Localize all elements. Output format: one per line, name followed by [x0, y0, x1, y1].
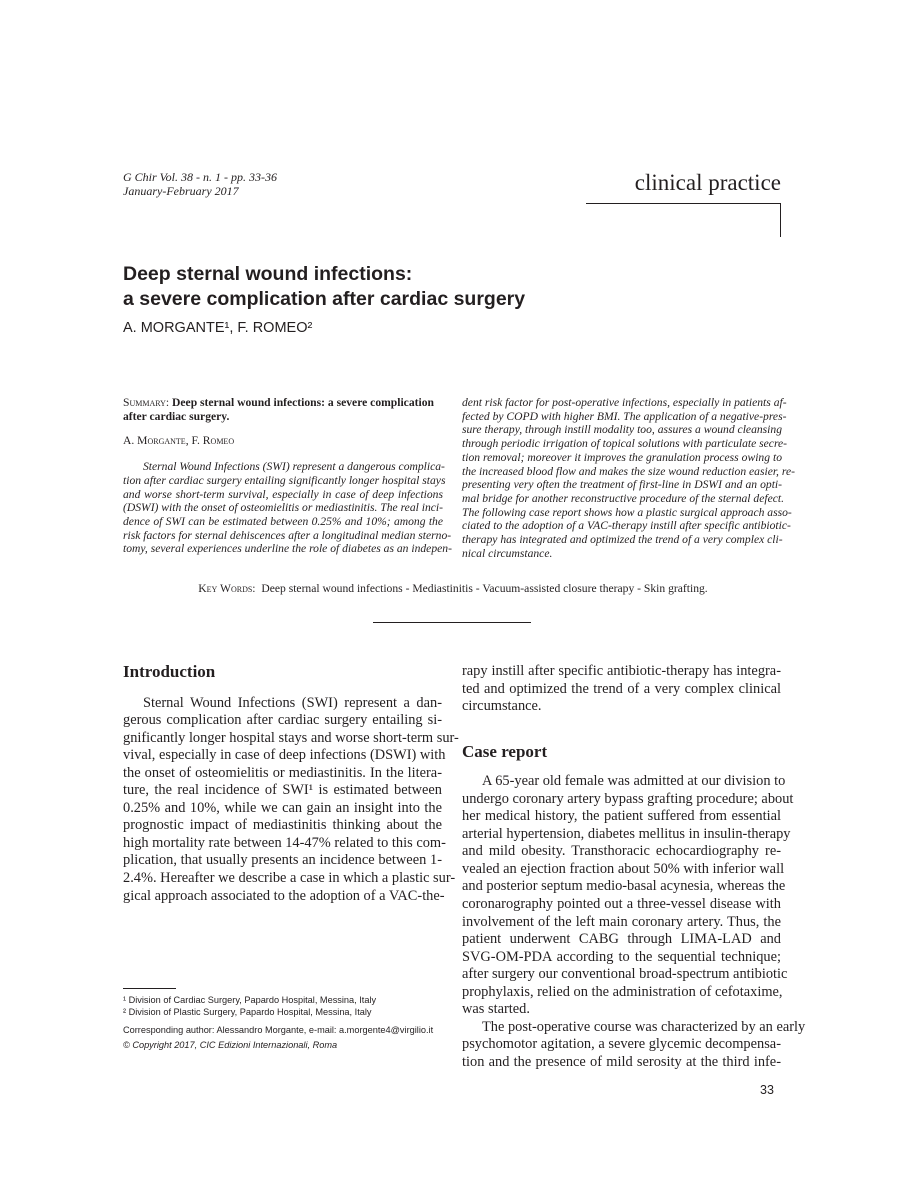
text-line: The post-operative course was characterized by an early — [482, 1018, 806, 1035]
text-line: risk factors for sternal dehiscences after a longitudinal median sterno- — [123, 528, 452, 542]
introduction-paragraph-continued — [462, 663, 781, 716]
text-line: psychomotor agitation, a severe glycemic decompensa- — [462, 1036, 781, 1053]
text-line: nical circumstance. — [462, 546, 553, 560]
text-line: The following case report shows how a plastic surgical approach asso- — [462, 505, 792, 519]
text-line: therapy has integrated and optimized the trend of a very complex cli- — [462, 533, 783, 547]
case-report-paragraph — [462, 1018, 806, 1072]
summary-abstract-left — [123, 460, 452, 556]
text-line: arterial hypertension, diabetes mellitus in insulin-therapy — [462, 825, 791, 842]
case-report-heading: Case report — [462, 741, 548, 761]
text-line: tion and the presence of mild serosity at the third infe- — [462, 1053, 781, 1070]
keywords — [0, 582, 906, 595]
text-line: the increased blood flow and makes the size wound reduction easier, re- — [462, 464, 795, 478]
text-line: high mortality rate between 14-47% related to this com- — [123, 834, 446, 851]
text-line: her medical history, the patient suffered from essential — [462, 808, 781, 825]
separator-rule — [373, 622, 531, 623]
footnote-rule — [123, 988, 176, 989]
text-line: through periodic irrigation of topical solutions with particulate secre- — [462, 437, 788, 451]
text-line: patient underwent CABG through LIMA-LAD and — [462, 931, 781, 948]
article-authors: A. MORGANTE¹, F. ROMEO² — [123, 320, 313, 336]
text-line: Sternal Wound Infections (SWI) represent a dan- — [143, 694, 442, 711]
text-line: fected by COPD with higher BMI. The application of a negative-pres- — [462, 409, 787, 423]
text-line: gnificantly longer hospital stays and worse short-term sur- — [123, 729, 459, 746]
right-body-column — [462, 663, 806, 1071]
article-title — [123, 262, 525, 312]
keywords-text: Deep sternal wound infections - Mediastinitis - Vacuum-assisted closure therapy - Skin grafting. — [261, 582, 708, 595]
text-line: after surgery our conventional broad-spectrum antibiotic — [462, 966, 788, 983]
text-line: (DSWI) with the onset of osteomielitis or mediastinitis. The real inci- — [123, 501, 443, 515]
summary-authors: A. Morgante, F. Romeo — [123, 434, 235, 448]
summary-title-text: Deep sternal wound infections: a severe complication — [172, 396, 434, 409]
copyright: © Copyright 2017, CIC Edizioni Internazionali, Roma — [123, 1040, 338, 1051]
text-line: prognostic impact of mediastinitis thinking about the — [123, 817, 442, 834]
text-line: Sternal Wound Infections (SWI) represent a dangerous complica- — [143, 460, 445, 474]
text-line: and posterior septum medio-basal acynesia, whereas the — [462, 878, 786, 895]
text-line: gerous complication after cardiac surgery entailing si- — [123, 712, 442, 729]
summary-label: Summary: — [123, 396, 170, 409]
section-label: clinical practice — [634, 170, 781, 195]
text-line: the onset of osteomielitis or mediastinitis. In the litera- — [123, 764, 442, 781]
text-line: dent risk factor for post-operative infections, especially in patients af- — [462, 396, 787, 409]
text-line: presenting very often the treatment of first-line in DSWI and an opti- — [462, 478, 782, 492]
footnote-affiliation-2: ² Division of Plastic Surgery, Papardo Hospital, Messina, Italy — [123, 1006, 372, 1017]
text-line: ture, the real incidence of SWI¹ is estimated between — [123, 782, 442, 799]
journal-date: January-February 2017 — [123, 183, 239, 198]
text-line: prophylaxis, relied on the administration of cefotaxime, — [462, 983, 783, 1000]
title-line: Deep sternal wound infections: — [123, 263, 413, 285]
text-line: and mild obesity. Transthoracic echocardiography re- — [462, 843, 781, 860]
text-line: tion after cardiac surgery entailing significantly longer hospital stays — [123, 473, 446, 487]
text-line: dence of SWI can be estimated between 0.25% and 10%; among the — [123, 514, 443, 528]
page-number: 33 — [760, 1083, 774, 1097]
introduction-section — [123, 662, 459, 905]
keywords-label: Key Words: — [198, 582, 256, 595]
footnotes — [123, 995, 433, 1052]
text-line: SVG-OM-PDA according to the sequential technique; — [462, 948, 781, 965]
corresponding-author: Corresponding author: Alessandro Morgante, e-mail: a.morgente4@virgilio.it — [123, 1024, 434, 1035]
text-line: tomy, several experiences underline the role of diabetes as an indepen- — [123, 542, 452, 556]
text-line: gical approach associated to the adoption of a VAC-the- — [123, 887, 445, 904]
introduction-paragraph — [123, 694, 459, 906]
summary-title — [123, 396, 443, 410]
summary-left-column — [123, 396, 452, 556]
section-rule-vertical — [780, 203, 781, 237]
summary-title-text: after cardiac surgery. — [123, 409, 230, 423]
text-line: plication, that usually presents an incidence between 1- — [123, 852, 442, 869]
introduction-heading: Introduction — [123, 662, 216, 681]
title-line: a severe complication after cardiac surgery — [123, 288, 526, 310]
summary-abstract-right — [462, 396, 795, 560]
text-line: rapy instill after specific antibiotic-therapy has integra- — [462, 663, 781, 679]
journal-volume: G Chir Vol. 38 - n. 1 - pp. 33-36 — [123, 170, 277, 184]
case-report-paragraph — [462, 773, 794, 1019]
text-line: coronarography pointed out a three-vessel disease with — [462, 896, 781, 913]
text-line: vival, especially in case of deep infections (DSWI) with — [123, 747, 446, 764]
text-line: ciated to the adoption of a VAC-therapy instill after specific antibiotic- — [462, 519, 791, 533]
text-line: 0.25% and 10%, while we can gain an insight into the — [123, 799, 442, 816]
text-line: ted and optimized the trend of a very complex clinical — [462, 680, 781, 697]
text-line: mal bridge for another reconstructive procedure of the sternal defect. — [462, 491, 784, 505]
section-rule-horizontal — [586, 203, 781, 204]
text-line: A 65-year old female was admitted at our division to — [482, 773, 786, 790]
text-line: was started. — [462, 1001, 530, 1018]
text-line: and worse short-term survival, especially in case of deep infections — [123, 487, 443, 501]
text-line: tion removal; moreover it improves the granulation process owing to — [462, 450, 782, 464]
text-line: circumstance. — [462, 698, 542, 715]
journal-citation — [123, 171, 277, 198]
text-line: 2.4%. Hereafter we describe a case in which a plastic sur- — [123, 870, 456, 887]
footnote-affiliation-1: ¹ Division of Cardiac Surgery, Papardo Hospital, Messina, Italy — [123, 995, 377, 1005]
text-line: involvement of the left main coronary artery. Thus, the — [462, 913, 781, 930]
text-line: sure therapy, through instill modality too, assures a wound cleansing — [462, 423, 782, 437]
text-line: vealed an ejection fraction about 50% with inferior wall — [462, 860, 785, 877]
text-line: undergo coronary artery bypass grafting procedure; about — [462, 790, 794, 807]
